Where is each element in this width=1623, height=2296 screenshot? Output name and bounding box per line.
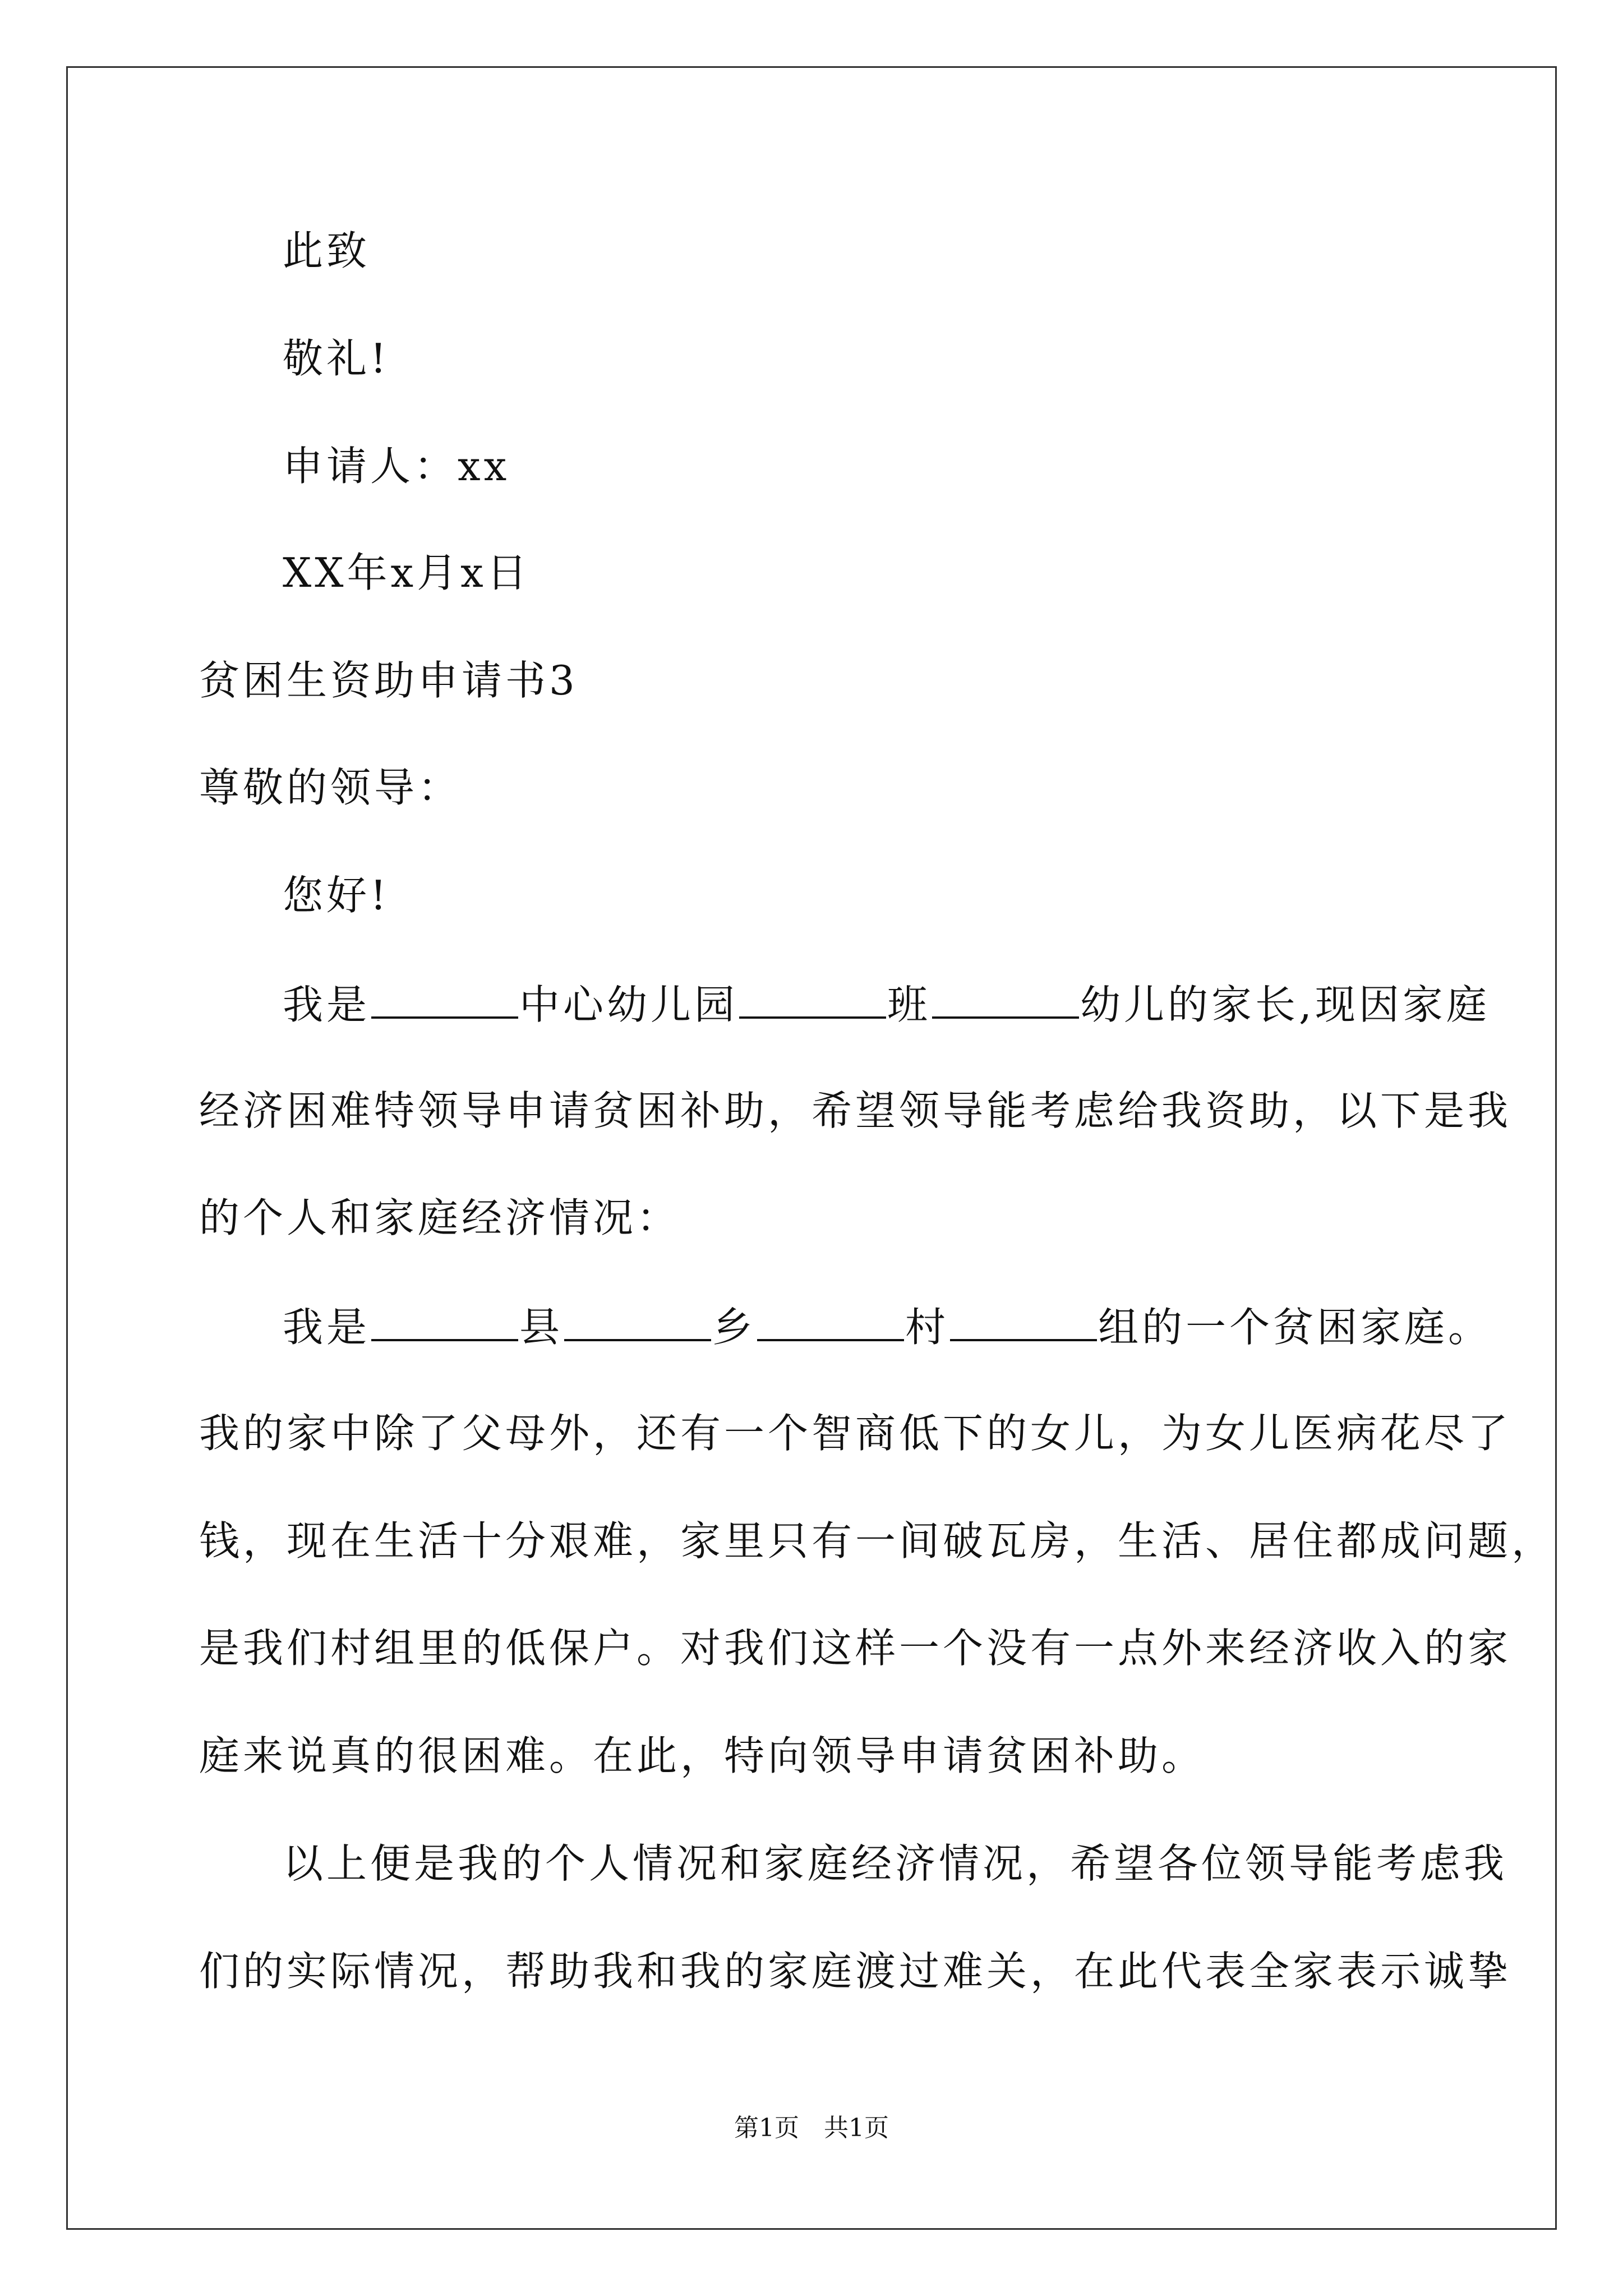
fill-in-blank[interactable]: [564, 1305, 711, 1341]
fill-in-blank[interactable]: [932, 983, 1079, 1019]
para2-text-2: 县: [519, 1304, 564, 1351]
para1-text-2: 中心幼儿园: [519, 981, 739, 1028]
page-border: [66, 66, 1557, 2230]
para1-line3: 的个人和家庭经济情况：: [199, 1194, 681, 1241]
para1-line1: [283, 981, 1490, 1028]
page-footer: 第1页 共1页: [734, 2114, 889, 2142]
para2-line2: 我的家中除了父母外，还有一个智商低下的女儿，为女儿医病花尽了: [199, 1410, 1512, 1457]
closing-jing-li: 敬礼!: [283, 335, 390, 382]
para2-line3: 钱，现在生活十分艰难，家里只有一间破瓦房，生活、居住都成问题，: [199, 1517, 1556, 1565]
greeting: 您好!: [283, 872, 390, 919]
section-title: 贫困生资助申请书3: [199, 657, 578, 704]
para2-line1: [283, 1304, 1492, 1351]
para1-text-1: 我是: [283, 981, 371, 1028]
fill-in-blank[interactable]: [757, 1305, 904, 1341]
para3-line2: 们的实际情况，帮助我和我的家庭渡过难关，在此代表全家表示诚挚: [199, 1948, 1512, 1995]
closing-ci-zhi: 此致: [283, 227, 371, 274]
fill-in-blank[interactable]: [371, 983, 518, 1019]
applicant-line: 申请人：xx: [283, 443, 510, 490]
para2-text-1: 我是: [283, 1304, 371, 1351]
para2-text-5: 组的一个贫困家庭。: [1098, 1304, 1492, 1351]
para2-text-3: 乡: [712, 1304, 757, 1351]
para2-text-4: 村: [905, 1304, 949, 1351]
fill-in-blank[interactable]: [371, 1305, 518, 1341]
salutation: 尊敬的领导：: [199, 764, 462, 811]
para3-line1: 以上便是我的个人情况和家庭经济情况，希望各位领导能考虑我: [283, 1840, 1508, 1887]
para2-line5: 庭来说真的很困难。在此，特向领导申请贫困补助。: [199, 1732, 1206, 1779]
para1-text-4: 幼儿的家长,现因家庭: [1080, 981, 1490, 1028]
para1-text-3: 班: [887, 981, 932, 1028]
fill-in-blank[interactable]: [950, 1305, 1097, 1341]
para2-line4: 是我们村组里的低保户。对我们这样一个没有一点外来经济收入的家: [199, 1625, 1512, 1672]
para1-line2: 经济困难特领导申请贫困补助，希望领导能考虑给我资助，以下是我: [199, 1087, 1512, 1134]
date-line: XX年x月x日: [283, 549, 531, 596]
fill-in-blank[interactable]: [739, 983, 886, 1019]
